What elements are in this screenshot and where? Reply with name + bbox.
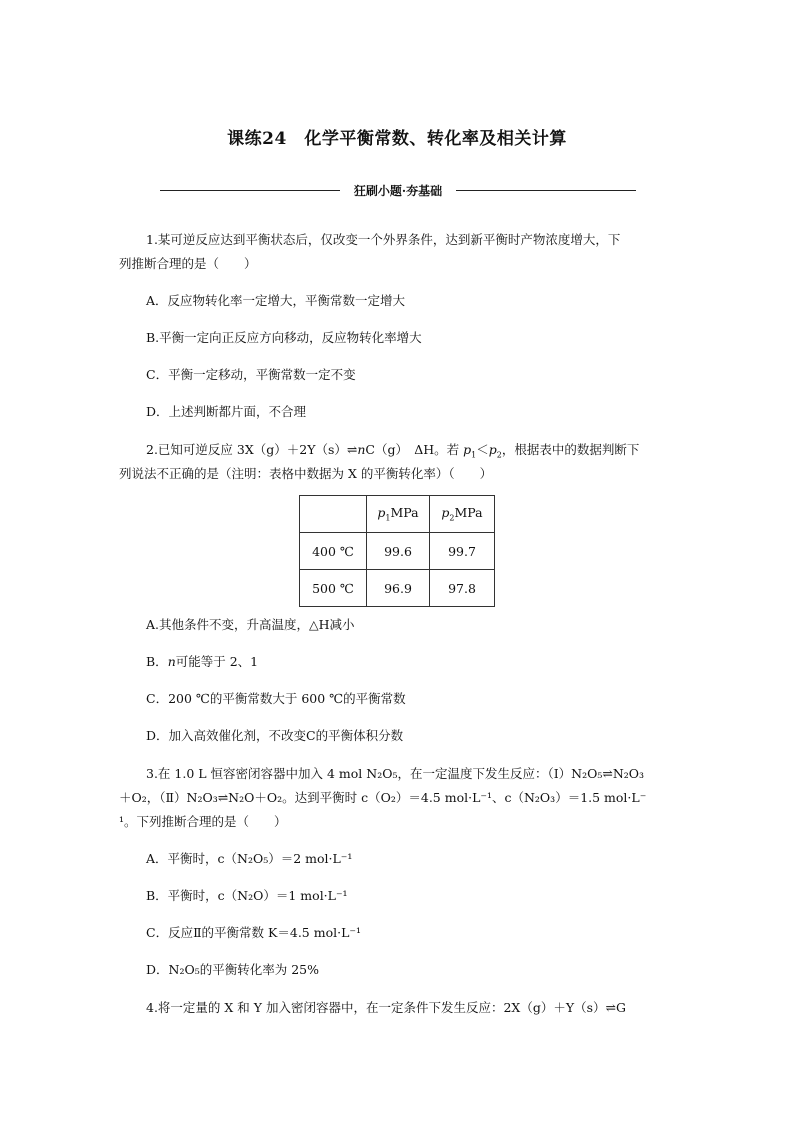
table-cell-value: 97.8 bbox=[430, 570, 495, 607]
q2-option-b-text: 可能等于 2、1 bbox=[175, 654, 259, 669]
q1-stem-line2: 列推断合理的是（ ） bbox=[119, 256, 257, 271]
q2-option-b-n: n bbox=[167, 654, 176, 669]
table-header-p1 bbox=[367, 496, 430, 533]
table-cell-temp: 400 ℃ bbox=[300, 533, 367, 570]
header-p2-unit: MPa bbox=[454, 505, 483, 521]
q2-option-c: C．200 ℃的平衡常数大于 600 ℃的平衡常数 bbox=[146, 691, 406, 706]
q1-option-b: B.平衡一定向正反应方向移动，反应物转化率增大 bbox=[146, 330, 422, 345]
q2-option-a: A.其他条件不变，升高温度，△H减小 bbox=[146, 617, 355, 632]
q3-option-a: A．平衡时，c（N₂O₅）＝2 mol·L⁻¹ bbox=[146, 851, 353, 866]
header-p1-symbol: p bbox=[377, 505, 386, 521]
header-p1-unit: MPa bbox=[390, 505, 419, 521]
q2-stem-sub1: 1 bbox=[471, 450, 477, 460]
table-header-empty bbox=[300, 496, 367, 533]
header-p2-symbol: p bbox=[441, 505, 450, 521]
q2-stem-text-c: ，根据表中的数据判断下 bbox=[501, 442, 640, 457]
q2-stem-text-a: 2.已知可逆反应 3X（g）＋2Y（s）⇌ bbox=[146, 442, 358, 457]
q2-stem-n: n bbox=[357, 442, 366, 457]
table-header-p2 bbox=[430, 496, 495, 533]
q3-stem-line2: ＋O₂，（Ⅱ）N₂O₃⇌N₂O＋O₂。达到平衡时 c（O₂）＝4.5 mol·L⁻¹、c（N₂O₃）＝1.5 mol·L⁻ bbox=[119, 790, 647, 805]
q2-stem-p1: p bbox=[463, 442, 472, 457]
q2-stem-sub2: 2 bbox=[496, 450, 502, 460]
q2-stem-text-b: C（g） ΔH。若 bbox=[365, 442, 464, 457]
table-row bbox=[300, 570, 495, 607]
section-divider bbox=[160, 180, 636, 200]
q2-stem-p2: p bbox=[488, 442, 497, 457]
table-header-row bbox=[300, 496, 495, 533]
q1-option-d: D．上述判断都片面，不合理 bbox=[146, 404, 307, 419]
page-title: 课练24 化学平衡常数、转化率及相关计算 bbox=[227, 129, 567, 149]
header-p2-sub: 2 bbox=[449, 513, 455, 523]
divider-line-right bbox=[456, 190, 636, 191]
q2-data-table bbox=[299, 495, 495, 607]
q1-stem-line1: 1.某可逆反应达到平衡状态后，仅改变一个外界条件，达到新平衡时产物浓度增大，下 bbox=[146, 232, 621, 247]
q1-option-a: A．反应物转化率一定增大，平衡常数一定增大 bbox=[146, 293, 406, 308]
q2-option-b-prefix: B． bbox=[146, 654, 168, 669]
q3-stem-line3: ¹。下列推断合理的是（ ） bbox=[119, 814, 287, 829]
table-cell-value: 99.7 bbox=[430, 533, 495, 570]
q1-option-c: C．平衡一定移动，平衡常数一定不变 bbox=[146, 367, 356, 382]
table-row bbox=[300, 533, 495, 570]
table-cell-value: 99.6 bbox=[367, 533, 430, 570]
table-cell-value: 96.9 bbox=[367, 570, 430, 607]
header-p1-sub: 1 bbox=[385, 513, 391, 523]
q3-stem-line1: 3.在 1.0 L 恒容密闭容器中加入 4 mol N₂O₅，在一定温度下发生反应：（Ⅰ）N₂O₅⇌N₂O₃ bbox=[146, 766, 645, 781]
q3-option-d: D．N₂O₅的平衡转化率为 25% bbox=[146, 962, 319, 977]
table-cell-temp: 500 ℃ bbox=[300, 570, 367, 607]
q4-stem-line1: 4.将一定量的 X 和 Y 加入密闭容器中，在一定条件下发生反应：2X（g）＋Y（s）⇌G bbox=[146, 1000, 626, 1015]
q3-option-b: B．平衡时，c（N₂O）＝1 mol·L⁻¹ bbox=[146, 888, 348, 903]
q2-option-b bbox=[146, 649, 676, 675]
q2-stem-line2: 列说法不正确的是（注明：表格中数据为 X 的平衡转化率）（ ） bbox=[119, 466, 493, 481]
section-heading: 狂刷小题·夯基础 bbox=[353, 183, 443, 198]
q3-option-c: C．反应Ⅱ的平衡常数 K＝4.5 mol·L⁻¹ bbox=[146, 925, 361, 940]
q2-option-d: D．加入高效催化剂，不改变C的平衡体积分数 bbox=[146, 728, 404, 743]
q2-stem-lt: ＜ bbox=[476, 442, 489, 457]
divider-line-left bbox=[160, 190, 340, 191]
